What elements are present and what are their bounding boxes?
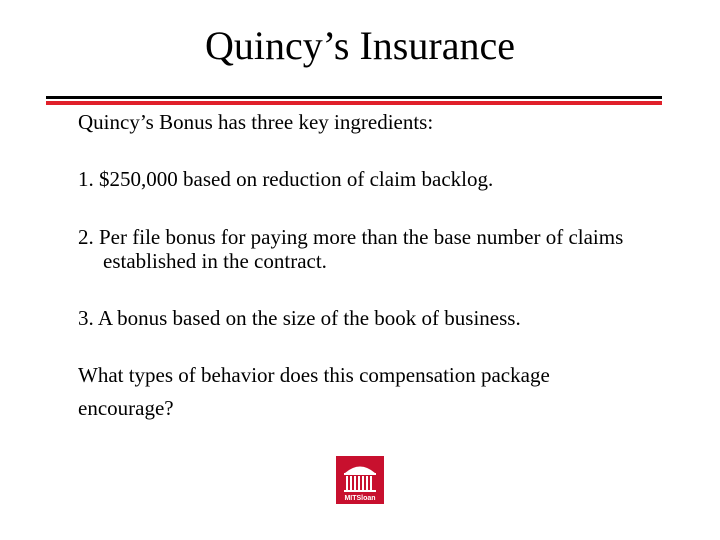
question-line-1: What types of behavior does this compensation package [78,363,550,387]
list-item-2: 2. Per file bonus for paying more than the base number of claims [78,225,624,249]
list-item-1: 1. $250,000 based on reduction of claim backlog. [78,167,494,191]
list-item-2-continuation: established in the contract. [103,249,327,273]
list-item-3: 3. A bonus based on the size of the book of business. [78,306,521,330]
title-divider-black [46,96,662,99]
question-line-2: encourage? [78,396,174,420]
logo-wordmark: MITSloan [344,495,376,502]
slide-title: Quincy’s Insurance [205,23,515,68]
intro-text: Quincy’s Bonus has three key ingredients: [78,110,434,134]
mit-sloan-dome-logo-icon [336,456,384,504]
title-divider-red [46,101,662,105]
